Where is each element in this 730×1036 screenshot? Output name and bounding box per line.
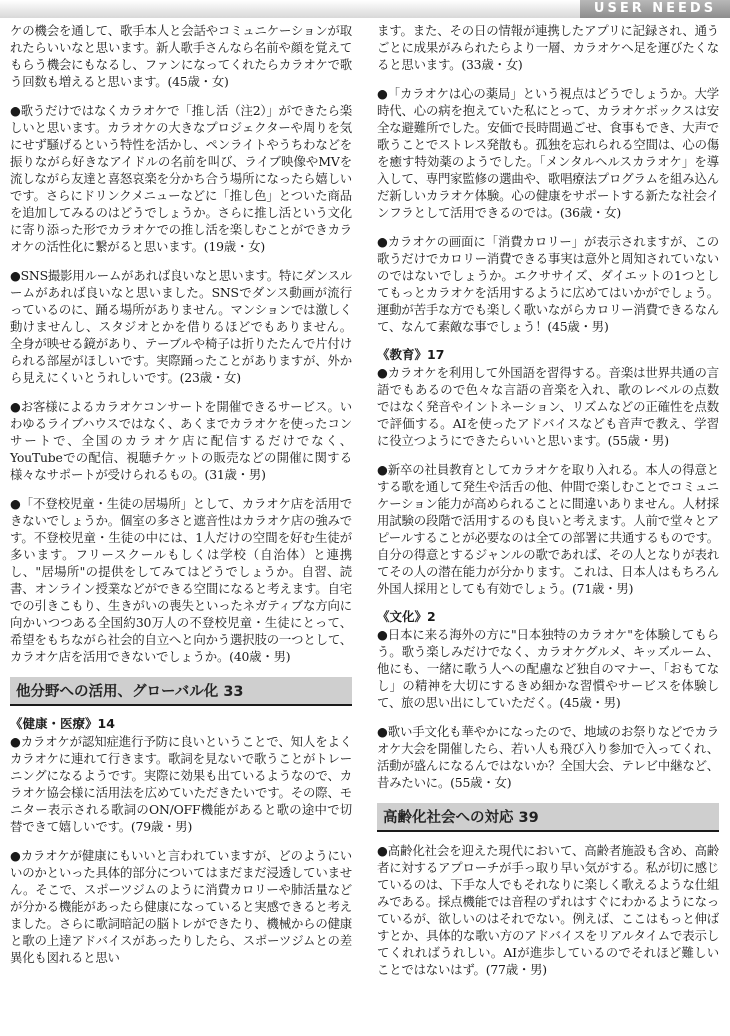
section-title-global: 他分野への活用、グローバル化 33 (10, 677, 352, 706)
comment-paragraph: ●「不登校児童・生徒の居場所」として、カラオケ店を活用できないでしょうか。個室の多さと遮音性はカラオケ店の強みです。不登校児童・生徒の中には、1人だけの空間を好む生徒が多います。フリースクールもしくは学校（自治体）と連携し、"居場所"の提供をしてみてはどうでしょうか。自習、読書、オンライン授業などができる空間になると考えます。自宅での引きこもり、生きがいの喪失といったネガティブな方向に向かいつつある全国約30万人の不登校児童・生徒にとって、希望をもちながら社会的自立へと向かう選択肢の一つとして、カラオケ店を活用できないでしょうか。(40歳・男) (10, 496, 352, 664)
left-column (10, 22, 352, 978)
section-title-aging: 高齢化社会への対応 39 (377, 803, 719, 832)
comment-paragraph: ●日本に来る海外の方に"日本独特のカラオケ"を体験してもらう。歌う楽しみだけでなく、カラオケグルメ、キッズルーム、他にも、一緒に歌う人への配慮など独自のマナー、「おもてなし」の精神を大切にするきめ細かな習慣やサービスを体験して、旅の思い出にしていただく。(45歳・男) (377, 627, 719, 710)
comment-paragraph: ●歌い手文化も華やかになったので、地域のお祭りなどでカラオケ大会を開催したら、若い人も飛び入り参加で入ってくれ、活動が盛んになるんではないか？全国大会、テレビ中継など、昔みたいに。(55歳・女) (377, 724, 719, 790)
category-heading-education: 《教育》17 (377, 347, 445, 362)
comment-paragraph: ●新卒の社員教育としてカラオケを取り入れる。本人の得意とする歌を通して発生や活舌の他、仲間で楽しむことでコミュニケーション能力が高められることに間違いありません。人材採用試験の段階で活用するのも良いと考えます。人前で堂々とアピールすることが必要なのは全ての部署に共通するものです。自分の得意とするジャンルの歌であれば、その人となりが表れてその人の潜在能力が分かります。これは、日本人はもちろん外国人採用としても有効でしょう。(71歳・男) (377, 462, 719, 596)
comment-paragraph: ●SNS撮影用ルームがあれば良いなと思います。特にダンスルームがあれば良いなと思いました。SNSでダンス動画が流行っているのに、踊る場所がありません。マンションでは激しく動けませんし、スタジオとかを借りるほどでもありません。全身が映せる鏡があり、テーブルや椅子は折りたたんで片付けられる部屋がほしいです。実際踊ったことがありますが、外から見えにくいとうれしいです。(23歳・女) (10, 268, 352, 385)
category-heading-culture: 《文化》2 (377, 609, 436, 624)
comment-paragraph: ●カラオケを利用して外国語を習得する。音楽は世界共通の言語でもあるので色々な言語の音楽を入れ、歌のレベルの点数ではなく発音やイントネーション、リズムなどの正確性を点数で評価する。AIを使ったアドバイスなども音声で教え、学習に役立つようにできたらいいと思います。(55歳・男) (377, 365, 719, 448)
comment-paragraph: ます。また、その日の情報が連携したアプリに記録され、通うごとに成果がみられたらより一層、カラオケへ足を運びたくなると思います。(33歳・女) (377, 23, 719, 72)
right-column (377, 22, 719, 990)
comment-paragraph: ●お客様によるカラオケコンサートを開催できるサービス。いわゆるライブハウスではなく、あくまでカラオケを使ったコンサートで、全国のカラオケ店に配信するだけでなく、YouTubeでの配信、視聴チケットの販売などの開催に関する様々なサポートが受けられるもの。(31歳・男) (10, 399, 352, 482)
comment-paragraph: ケの機会を通して、歌手本人と会話やコミュニケーションが取れたらいいなと思います。新人歌手さんなら名前や顔を覚えてもらう機会にもなるし、ファンになってくれたらカラオケで歌う回数も増えると思います。(45歳・女) (10, 23, 352, 89)
comment-paragraph: ●高齢化社会を迎えた現代において、高齢者施設も含め、高齢者に対するアプローチが手っ取り早い気がする。私が切に感じているのは、下手な人でもそれなりに楽しく歌えるような仕組みである。採点機能では音程のずれはすぐにわかるようになっているが、欲しいのはそれでない。例えば、ここはもっと伸ばすとか、具体的な歌い方のアドバイスをリアルタイムで表示してくれればうれしい。AIが進歩しているのでそれほど難しいことではないはず。(77歳・男) (377, 843, 719, 977)
section-tag: USER NEEDS (580, 0, 730, 18)
comment-paragraph: ●カラオケが認知症進行予防に良いということで、知人をよくカラオケに連れて行きます。歌詞を見ないで歌うことがトレーニングになるようです。実際に効果も出ているようなので、カラオケ協会様に活用法を広めていただきたいです。その際、モニター表示される歌詞のON/OFF機能があると歌の途中で切替できて嬉しいです。(79歳・男) (10, 734, 352, 834)
comment-paragraph: ●「カラオケは心の薬局」という視点はどうでしょうか。大学時代、心の病を抱えていた私にとって、カラオケボックスは安全な避難所でした。安価で長時間過ごせ、食事もでき、大声で歌うことでストレス発散も。孤独を忘れられる空間は、心の傷を癒す特効薬のようでした。「メンタルヘルスカラオケ」を導入して、専門家監修の選曲や、歌唱療法プログラムを組み込んだ新しいカラオケ体験。心の健康をサポートする新たな社会インフラとして活用できるのでは。(36歳・女) (377, 86, 719, 220)
comment-paragraph: ●カラオケが健康にもいいと言われていますが、どのようにいいのかといった具体的部分についてはまだまだ浸透していません。そこで、スポーツジムのように消費カロリーや肺活量などが分かる機能があったら健康になっていると実感できると考えました。さらに歌詞暗記の脳トレができたり、機械からの健康と歌の上達アドバイスがあったりしたら、スポーツジムとの差異化も図れると思い (10, 848, 352, 965)
comment-paragraph: ●カラオケの画面に「消費カロリー」が表示されますが、この歌うだけでカロリー消費できる事実は意外と周知されていないのではないでしょうか。エクササイズ、ダイエットの1つとしてもっとカラオケを活用するように広めてはいかがでしょう。運動が苦手な方でも楽しく歌いながらカロリー消費できるなんて、なんて素敵な事でしょう！(45歳・男) (377, 234, 719, 334)
comment-paragraph: ●歌うだけではなくカラオケで「推し活（注2）」ができたら楽しいと思います。カラオケの大きなプロジェクターや周りを気にせず騒げるという特性を活かし、ペンライトやうちわなどを振りながら好きなアイドルの名前を叫び、ライブ映像やMVを流しながら友達と喜怒哀楽を分かち合う場所になったら嬉しいです。さらにドリンクメニューなどに「推し色」とついた商品を追加してみるのはどうでしょうか。さらに推し活という文化に寄り添った形でカラオケでの推し活を楽しむことができカラオケの活性化に繋がると思います。(19歳・女) (10, 103, 352, 254)
category-heading-health: 《健康・医療》14 (10, 716, 115, 731)
